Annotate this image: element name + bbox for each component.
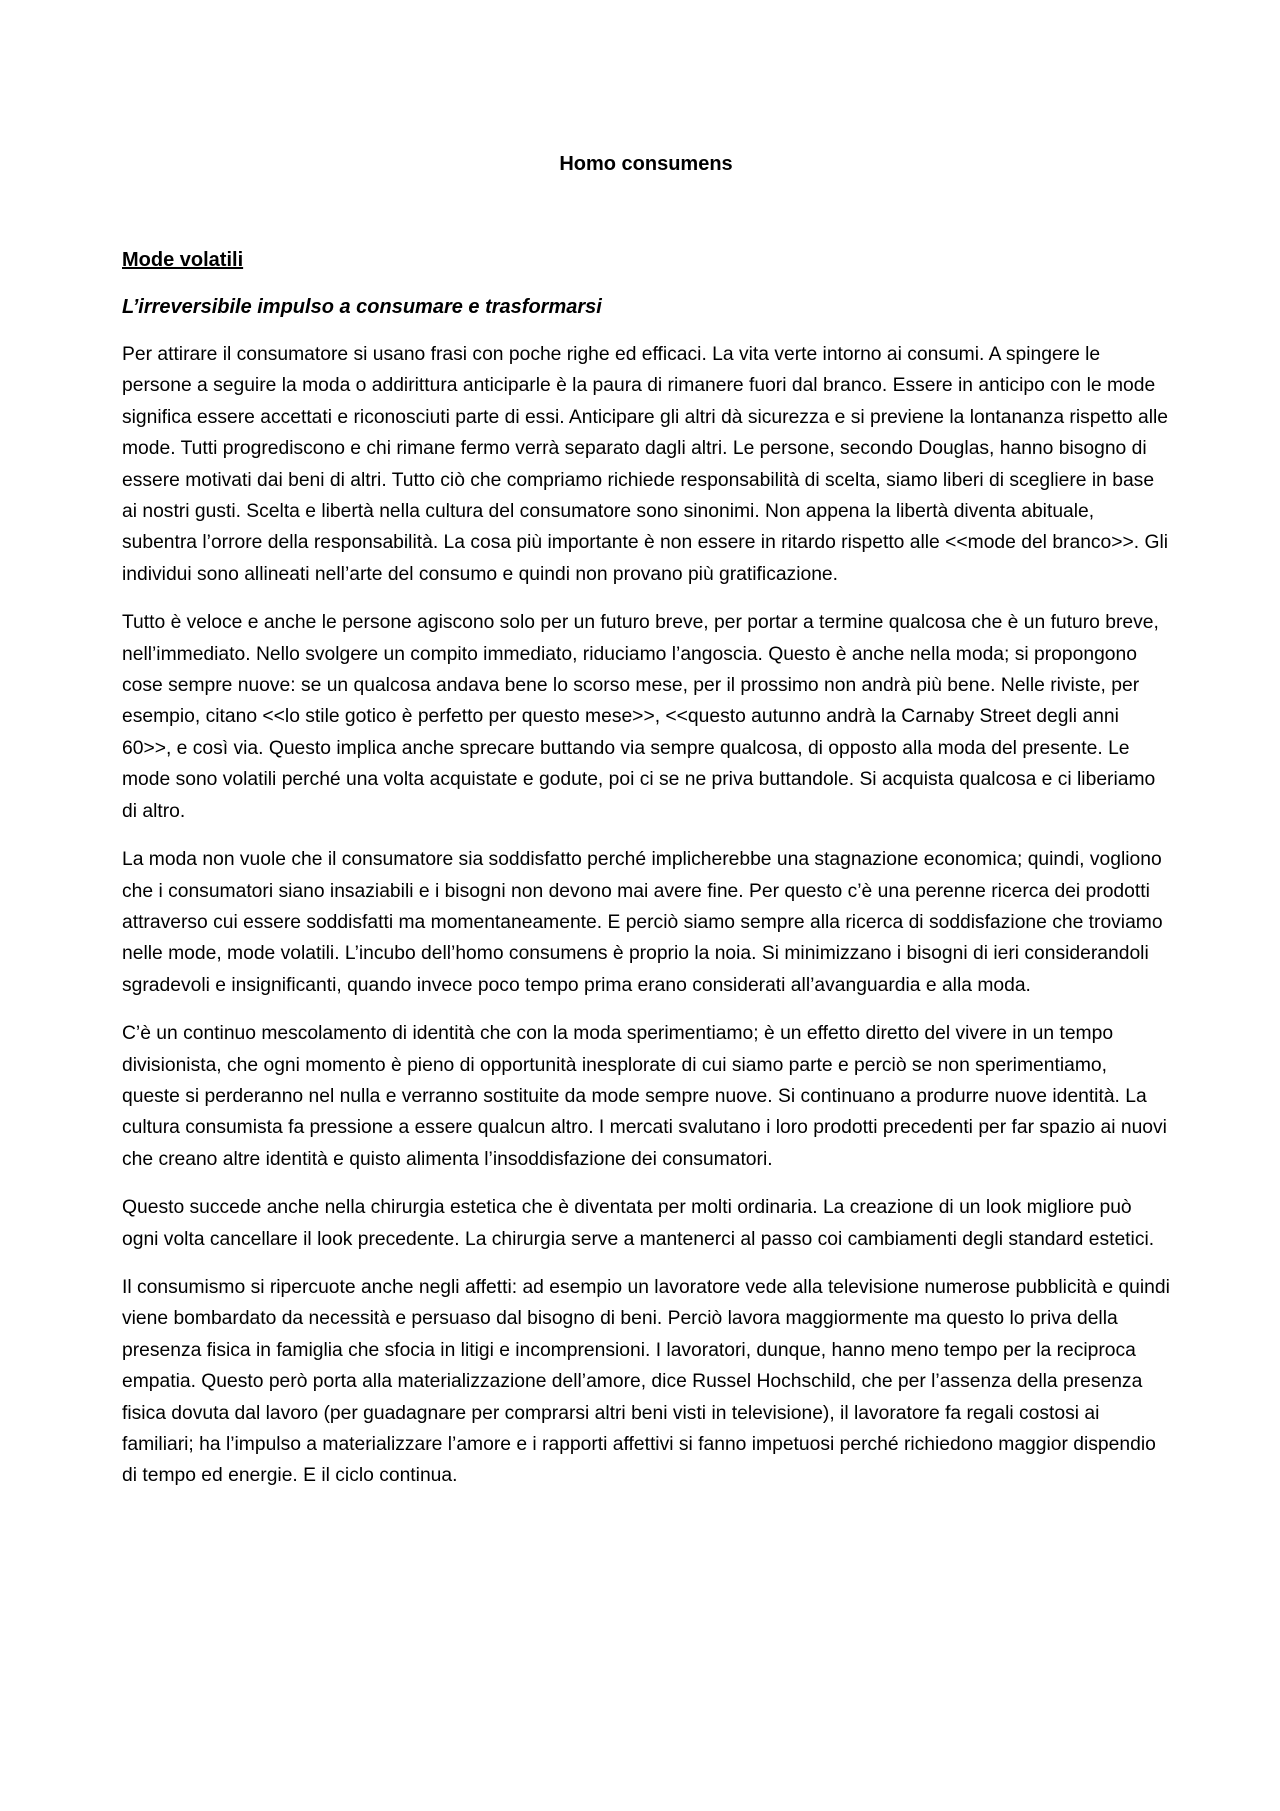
document-title: Homo consumens (559, 153, 733, 175)
paragraph: C’è un continuo mescolamento di identità che con la moda sperimentiamo; è un effetto diretto del vivere in un tempo divisionista, che ogni momento è pieno di opportunità inesplorate di cui siamo parte e perciò se non sperimentiamo, queste si perderanno nel nulla e verranno sostituite da mode sempre nuove. Si continuano a produrre nuove identità. La cultura consumista fa pressione a essere qualcun altro. I mercati svalutano i loro prodotti precedenti per far spazio ai nuovi che creano altre identità e quisto alimenta l’insoddisfazione dei consumatori. (122, 1023, 1167, 1170)
paragraph: Questo succede anche nella chirurgia estetica che è diventata per molti ordinaria. La creazione di un look migliore può ogni volta cancellare il look precedente. La chirurgia serve a mantenerci al passo coi cambiamenti degli standard estetici. (122, 1197, 1155, 1250)
paragraph: Tutto è veloce e anche le persone agiscono solo per un futuro breve, per portar a termine qualcosa che è un futuro breve, nell’immediato. Nello svolgere un compito immediato, riduciamo l’angoscia. Questo è anche nella moda; si propongono cose sempre nuove: se un qualcosa andava bene lo scorso mese, per il prossimo non andrà più bene. Nelle riviste, per esempio, citano <<lo stile gotico è perfetto per questo mese>>, <<questo autunno andrà la Carnaby Street degli anni 60>>, e così via. Questo implica anche sprecare buttando via sempre qualcosa, di opposto alla moda del presente. Le mode sono volatili perché una volta acquistate e godute, poi ci se ne priva buttandole. Si acquista qualcosa e ci liberiamo di altro. (122, 612, 1159, 822)
paragraph: La moda non vuole che il consumatore sia soddisfatto perché implicherebbe una stagnazione economica; quindi, vogliono che i consumatori siano insaziabili e i bisogni non devono mai avere fine. Per questo c’è una perenne ricerca dei prodotti attraverso cui essere soddisfatti ma momentaneamente. E perciò siamo sempre alla ricerca di soddisfazione che troviamo nelle mode, mode volatili. L’incubo dell’homo consumens è proprio la noia. Si minimizzano i bisogni di ieri considerandoli sgradevoli e insignificanti, quando invece poco tempo prima erano considerati all’avanguardia e alla moda. (122, 849, 1163, 996)
paragraph: Il consumismo si ripercuote anche negli affetti: ad esempio un lavoratore vede alla televisione numerose pubblicità e quindi viene bombardato da necessità e persuaso dal bisogno di beni. Perciò lavora maggiormente ma questo lo priva della presenza fisica in famiglia che sfocia in litigi e incomprensioni. I lavoratori, dunque, hanno meno tempo per la reciproca empatia. Questo però porta alla materializzazione dell’amore, dice Russel Hochschild, che per l’assenza della presenza fisica dovuta dal lavoro (per guadagnare per comprarsi altri beni visti in televisione), il lavoratore fa regali costosi ai familiari; ha l’impulso a materializzare l’amore e i rapporti affettivi si fanno impetuosi perché richiedono maggior dispendio di tempo ed energie. E il ciclo continua. (122, 1276, 1170, 1487)
section-subheading: L’irreversibile impulso a consumare e trasformarsi (122, 296, 602, 318)
document-page (122, 150, 1170, 1509)
paragraph: Per attirare il consumatore si usano frasi con poche righe ed efficaci. La vita verte intorno ai consumi. A spingere le persone a seguire la moda o addirittura anticiparle è la paura di rimanere fuori dal branco. Essere in anticipo con le mode significa essere accettati e riconosciuti parte di essi. Anticipare gli altri dà sicurezza e si previene la lontananza rispetto alle mode. Tutti progrediscono e chi rimane fermo verrà separato dagli altri. Le persone, secondo Douglas, hanno bisogno di essere motivati dai beni di altri. Tutto ciò che compriamo richiede responsabilità di scelta, siamo liberi di scegliere in base ai nostri gusti. Scelta e libertà nella cultura del consumatore sono sinonimi. Non appena la libertà diventa abituale, subentra l’orrore della responsabilità. La cosa più importante è non essere in ritardo rispetto alle <<mode del branco>>. Gli individui sono allineati nell’arte del consumo e quindi non provano più gratificazione. (122, 344, 1169, 585)
section-heading: Mode volatili (122, 249, 244, 271)
